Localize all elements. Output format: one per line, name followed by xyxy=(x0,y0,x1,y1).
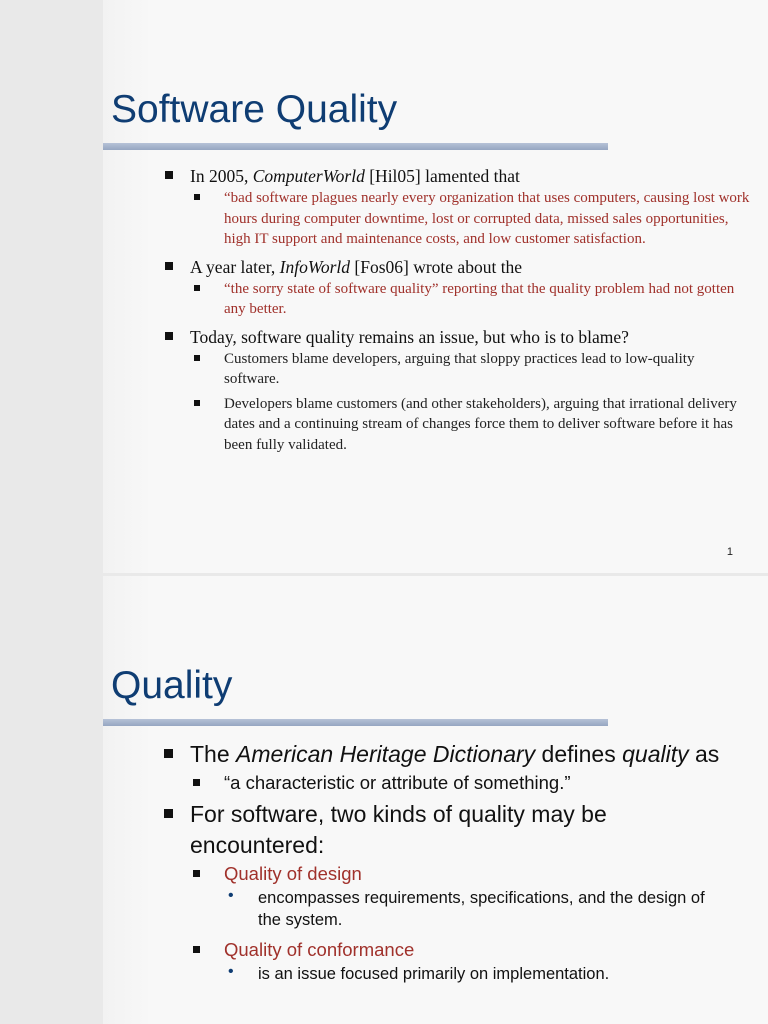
title-rule xyxy=(103,719,608,726)
square-bullet-icon xyxy=(194,194,200,200)
slide-side-stripe xyxy=(103,576,153,1024)
bullet-list xyxy=(160,739,720,991)
term-label: Quality of conformance xyxy=(224,939,415,960)
square-bullet-icon xyxy=(193,946,200,953)
list-item: Today, software quality remains an issue, but who is to blame? Customers blame developers, arguing that sloppy practices lead to low-quality software. Developers blame customers (and other stakeholders), arguing that irrational delivery dates and a continuing stream of changes force them to deliver software before it has been fully validated. xyxy=(160,326,750,456)
slide-title: Quality xyxy=(111,664,233,707)
slide-quality xyxy=(103,576,768,1024)
page-number: 1 xyxy=(726,546,733,558)
list-item xyxy=(190,937,720,985)
title-rule xyxy=(103,143,608,150)
dot-bullet-icon: • xyxy=(228,963,234,980)
list-item: Developers blame customers (and other stakeholders), arguing that irrational delivery dates and a continuing stream of changes force them to deliver software before it has been fully validated. xyxy=(190,394,750,456)
term-label: Quality of design xyxy=(224,863,362,884)
square-bullet-icon xyxy=(193,870,200,877)
list-item: Customers blame developers, arguing that sloppy practices lead to low-quality software. xyxy=(190,349,750,390)
dot-bullet-icon: • xyxy=(228,887,234,904)
square-bullet-icon xyxy=(164,809,173,818)
list-item: “the sorry state of software quality” reporting that the quality problem had not gotten any better. xyxy=(190,279,750,320)
square-bullet-icon xyxy=(165,171,173,179)
publication-name: InfoWorld xyxy=(279,256,351,277)
list-item: In 2005, ComputerWorld [Hil05] lamented that “bad software plagues nearly every organization that uses computers, causing lost work hours during computer downtime, lost or corrupted data, missed sales opportunities, high IT support and maintenance costs, and low customer satisfaction. xyxy=(160,165,750,250)
square-bullet-icon xyxy=(194,285,200,291)
list-item: “a characteristic or attribute of something.” xyxy=(190,770,720,796)
bullet-list xyxy=(160,165,750,461)
square-bullet-icon xyxy=(193,779,200,786)
publication-name: ComputerWorld xyxy=(252,166,365,186)
square-bullet-icon xyxy=(194,400,200,406)
square-bullet-icon xyxy=(165,262,173,270)
list-item: • encompasses requirements, specifications, and the design of the system. xyxy=(228,887,705,929)
list-item: A year later, InfoWorld [Fos06] wrote about the “the sorry state of software quality” reporting that the quality problem had not gotten any better. xyxy=(160,256,750,320)
square-bullet-icon xyxy=(164,749,173,758)
list-item xyxy=(190,861,720,931)
slide-title: Software Quality xyxy=(111,88,398,131)
list-item: The American Heritage Dictionary defines quality as “a characteristic or attribute of something.” xyxy=(160,739,720,796)
list-item: • is an issue focused primarily on implementation. xyxy=(228,963,610,983)
slide-software-quality xyxy=(103,0,768,573)
list-item: “bad software plagues nearly every organization that uses computers, causing lost work hours during computer downtime, lost or corrupted data, missed sales opportunities, high IT support and maintenance costs, and low customer satisfaction. xyxy=(190,188,750,250)
list-item: For software, two kinds of quality may be encountered: Quality of design • encompasses requirements, specifications, and the design of the system. Quality of conformance • is an issue focused primarily on implementation. xyxy=(160,799,720,985)
square-bullet-icon xyxy=(165,332,173,340)
slide-side-stripe xyxy=(103,0,153,573)
square-bullet-icon xyxy=(194,355,200,361)
